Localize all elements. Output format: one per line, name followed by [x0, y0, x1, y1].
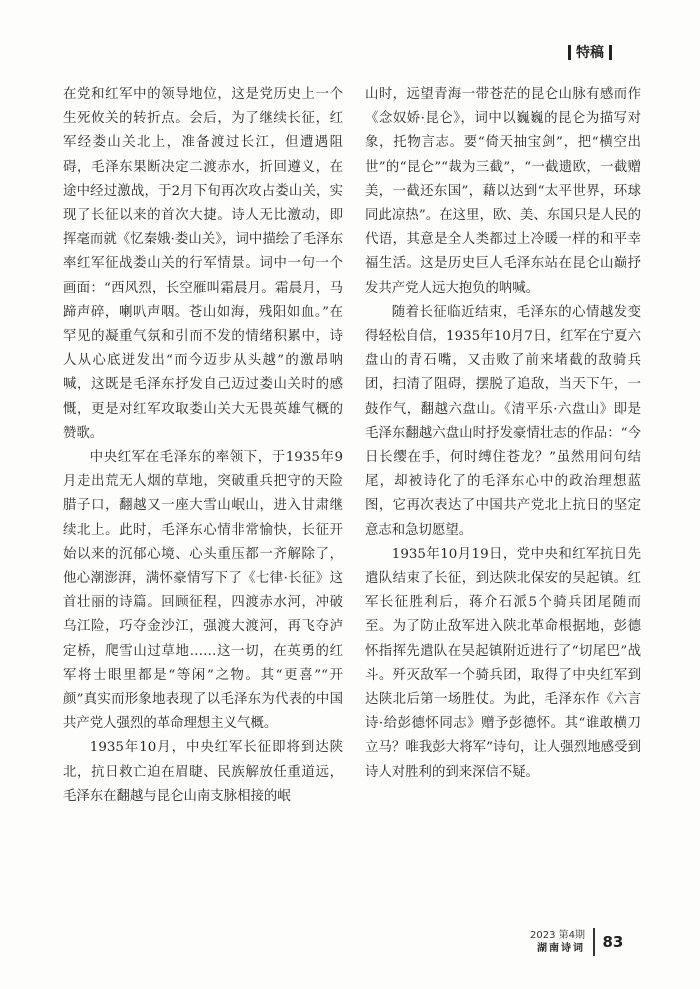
- paragraph: 中央红军在毛泽东的率领下，于1935年9月走出荒无人烟的草地，突破重兵把守的天险腊子口，翻越又一座大雪山岷山，进入甘肃继续北上。此时，毛泽东心情非常愉快，长征开始以来的沉郁心境、心头重压都一齐解除了，他心潮澎湃，满怀豪情写下了《七律·长征》这首壮丽的诗篇。回顾征程，四渡赤水河，冲破乌江险，巧夺金沙江，强渡大渡河，再飞夺泸定桥，爬雪山过草地……这一切，在英勇的红军将士眼里都是“等闲”之物。其“更喜”“开颜”真实而形象地表现了以毛泽东为代表的中国共产党人强烈的革命理想主义气概。: [63, 450, 343, 732]
- section-tag: [568, 42, 612, 62]
- page-footer: [530, 928, 623, 956]
- paragraph: 在党和红军中的领导地位，这是党历史上一个生死攸关的转折点。会后，为了继续长征，红军经娄山关北上，准备渡过长江，但遭遇阻碍，毛泽东果断决定二渡赤水，折回遵义，在途中经过激战，于2月下旬再次攻占娄山关，实现了长征以来的首次大捷。诗人无比激动，即挥毫而就《忆秦娥·娄山关》，词中描绘了毛泽东率红军征战娄山关的行军情景。词中一句一个画面：“西风烈，长空雁叫霜晨月。霜晨月，马蹄声碎，喇叭声咽。苍山如海，残阳如血。”在罕见的凝重气氛和引而不发的情绪积累中，诗人从心底迸发出“而今迈步从头越”的激昂呐喊，这既是毛泽东抒发自己迈过娄山关时的感慨，更是对红军攻取娄山关大无畏英雄气概的赞歌。: [63, 87, 343, 441]
- section-label: 特稿: [576, 45, 604, 61]
- section-tag-right-bar: [609, 45, 612, 60]
- footer-divider: [593, 928, 595, 956]
- right-column: [365, 83, 641, 785]
- paragraph: 1935年10月，中央红军长征即将到达陕北，抗日救亡迫在眉睫、民族解放任重道远，毛泽东在翻越与昆仑山南支脉相接的岷: [63, 740, 343, 804]
- paragraph: 1935年10月19日，党中央和红军抗日先遣队结束了长征，到达陕北保安的吴起镇。红军长征胜利后，蒋介石派5个骑兵团尾随而至。为了防止敌军进入陕北革命根据地，彭德怀指挥先遣队在吴起镇附近进行了“切尾巴”战斗。歼灭敌军一个骑兵团，取得了中央红军到达陕北后第一场胜仗。为此，毛泽东作《六言诗·给彭德怀同志》赠予彭德怀。其“谁敢横刀立马？唯我彭大将军”诗句，让人强烈地感受到诗人对胜利的到来深信不疑。: [365, 546, 641, 780]
- journal-name: 湖南诗词: [537, 943, 585, 954]
- paragraph: 山时，远望青海一带苍茫的昆仑山脉有感而作《念奴娇·昆仑》，词中以巍巍的昆仑为描写对象，托物言志。要“倚天抽宝剑”，把“横空出世”的“昆仑”“裁为三截”，“一截遗欧，一截赠美，一截还东国”，藉以达到“太平世界，环球同此凉热”。在这里，欧、美、东国只是人民的代语，其意是全人类都过上冷暖一样的和平幸福生活。这是历史巨人毛泽东站在昆仑山巅抒发共产党人远大抱负的呐喊。: [365, 87, 641, 296]
- footer-meta: [530, 929, 585, 955]
- section-tag-left-bar: [568, 45, 571, 60]
- left-column: [63, 83, 343, 809]
- issue-label: 2023 第4期: [530, 930, 585, 941]
- paragraph: 随着长征临近结束，毛泽东的心情越发变得轻松自信，1935年10月7日，红军在宁夏六盘山的青石嘴，又击败了前来堵截的敌骑兵团，扫清了阻碍，摆脱了追敌，当天下午，一鼓作气，翻越六盘山。《清平乐·六盘山》即是毛泽东翻越六盘山时抒发豪情壮志的作品：“今日长缨在手，何时缚住苍龙？”虽然用问句结尾，却被诗化了的毛泽东心中的政治理想蓝图，它再次表达了中国共产党北上抗日的坚定意志和急切愿望。: [365, 304, 641, 538]
- page-number: 83: [602, 933, 624, 951]
